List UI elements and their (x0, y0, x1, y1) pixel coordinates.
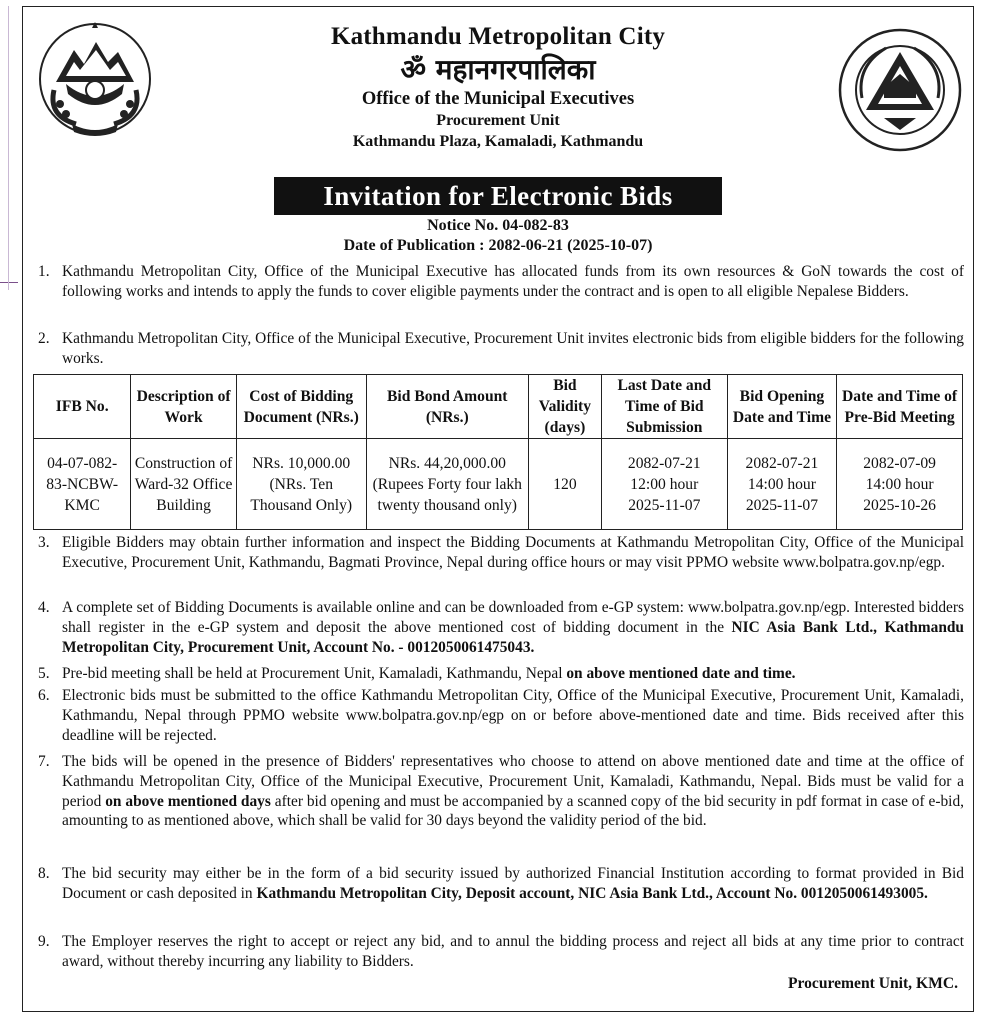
date-ad: 2025-11-07 (628, 496, 701, 514)
table-row (34, 439, 963, 530)
time: 12:00 hour (630, 475, 699, 493)
column-header: Cost of Bidding Document (NRs.) (236, 375, 366, 439)
validity-cell: 120 (528, 439, 601, 530)
government-emblem-icon (36, 20, 154, 138)
publication-date: Date of Publication : 2082-06-21 (2025-10-07) (343, 237, 653, 254)
signature-line: Procurement Unit, KMC. (787, 975, 958, 992)
notice-number: Notice No. 04-082-83 (427, 217, 569, 234)
clause-text: Kathmandu Metropolitan City, Office of the Municipal Executive has allocated funds from its own resources & GoN towards the cost of following works and intends to apply the funds to cover eligible payments under the contract and is open to all eligible Nepalese Bidders. (62, 263, 964, 300)
bank-account-details: NIC Asia Bank Ltd., Kathmandu Metropolitan City, Procurement Unit, Account No. - 0012050061475043. (62, 618, 964, 656)
clause-text-emphasis: on above mentioned days (105, 792, 271, 810)
time: 14:00 hour (747, 475, 816, 493)
bond-in-words: (Rupees Forty four lakh twenty thousand only) (372, 475, 522, 514)
cost-amount: NRs. 10,000.00 (252, 454, 351, 472)
clause-number: 7. (38, 753, 50, 770)
table-header-row (34, 375, 963, 439)
clause-text: Electronic bids must be submitted to the office Kathmandu Metropolitan City, Office of the Municipal Executive, Procurement Unit, Kamaladi, Kathmandu, Nepal through PPMO website www.bolpatra.gov.np/egp on or before above-mentioned date and time. Bids received after this deadline will be rejected. (62, 687, 964, 744)
clause-number: 3. (38, 534, 50, 551)
clause-text-plain: The bids will be opened in the presence of Bidders' representatives who choose to attend on above mentioned date and time at the office of Kathmandu Metropolitan City, Office of the Municipal Executive, Procurement Unit, Kamaladi, Kathmandu, Nepal. Bids must be valid for a period (62, 753, 964, 810)
clause-text: Eligible Bidders may obtain further information and inspect the Bidding Documents at Kathmandu Metropolitan City, Office of the Municipal Executive, Procurement Unit, Kathmandu, Bagmati Province, Nepal during office hours or may visit PPMO website www.bolpatra.gov.np/egp. (62, 534, 964, 571)
kmc-seal-icon (836, 26, 964, 154)
margin-line (8, 6, 9, 290)
clause-2 (38, 329, 964, 369)
column-header: Bid Opening Date and Time (727, 375, 837, 439)
time: 14:00 hour (865, 475, 934, 493)
clause-number: 6. (38, 687, 50, 704)
date-bs: 2082-07-21 (627, 454, 701, 472)
clause-number: 8. (38, 865, 50, 882)
clause-text: Kathmandu Metropolitan City, Office of the Municipal Executive, Procurement Unit invites electronic bids from eligible bidders for the following works. (62, 330, 964, 367)
clause-text (62, 598, 964, 657)
cost-in-words: (NRs. Ten Thousand Only) (250, 475, 353, 514)
clause-5 (38, 664, 964, 684)
clause-number: 9. (38, 933, 50, 950)
clause-3 (38, 533, 964, 573)
clause-text (62, 664, 964, 684)
clause-text-plain: after bid opening and must be accompanied by a scanned copy of the bid security in pdf format in case of e-bid, amounting to as mentioned above, which shall be valid for 30 days beyond the validity period of the bid. (62, 792, 964, 830)
date-ad: 2025-11-07 (745, 496, 819, 514)
prebid-meeting-cell (837, 439, 963, 530)
organization-title: Kathmandu Metropolitan City (330, 23, 666, 50)
date-bs: 2082-07-09 (863, 454, 936, 472)
column-header: Description of Work (131, 375, 236, 439)
column-header: Bid Bond Amount (NRs.) (366, 375, 528, 439)
margin-mark (0, 282, 18, 283)
clause-text (62, 864, 964, 904)
clause-6 (38, 686, 964, 745)
notice-banner: Invitation for Electronic Bids (274, 177, 722, 215)
notice-meta (190, 216, 806, 256)
unit-name: Procurement Unit (436, 112, 560, 129)
date-bs: 2082-07-21 (745, 454, 819, 472)
organization-title-nepali: ॐ महानगरपालिका (400, 53, 596, 86)
clause-text: The Employer reserves the right to accept or reject any bid, and to annul the bidding process and reject all bids at any time prior to contract award, without thereby incurring any liability to Bidders. (62, 933, 964, 970)
deposit-account-details: Kathmandu Metropolitan City, Deposit account, NIC Asia Bank Ltd., Account No. 0012050061493005. (256, 884, 928, 902)
column-header: Last Date and Time of Bid Submission (601, 375, 727, 439)
clause-7 (38, 752, 964, 831)
office-address: Kathmandu Plaza, Kamaladi, Kathmandu (352, 133, 644, 150)
document-cost-cell (236, 439, 366, 530)
submission-deadline-cell (601, 439, 727, 530)
clause-number: 4. (38, 599, 50, 616)
clause-8 (38, 864, 964, 904)
clause-text-plain: The bid security may either be in the form of a bid security issued by authorized Financial Institution according to format provided in Bid Document or cash deposited in (62, 865, 964, 902)
date-ad: 2025-10-26 (863, 496, 936, 514)
clause-text-plain: A complete set of Bidding Documents is available online and can be downloaded from e-GP system: www.bolpatra.gov.np/egp. Interested bidders shall register in the e-GP system and deposit the above mentioned cost of bidding document in the (62, 599, 964, 636)
column-header: Date and Time of Pre-Bid Meeting (837, 375, 963, 439)
clause-4 (38, 598, 964, 657)
column-header: IFB No. (34, 375, 131, 439)
clause-9 (38, 932, 964, 972)
bid-opening-cell (727, 439, 837, 530)
clause-text (62, 752, 964, 831)
office-name: Office of the Municipal Executives (361, 89, 635, 109)
bid-bond-cell (366, 439, 528, 530)
letterhead (190, 22, 806, 152)
clause-number: 5. (38, 665, 50, 682)
clause-1 (38, 262, 964, 302)
clause-text-emphasis: on above mentioned date and time. (566, 665, 796, 682)
work-description-cell: Construction of Ward-32 Office Building (131, 439, 236, 530)
ifb-number-cell: 04-07-082-83-NCBW-KMC (34, 439, 131, 530)
clause-text-plain: Pre-bid meeting shall be held at Procurement Unit, Kamaladi, Kathmandu, Nepal (62, 665, 567, 682)
clause-number: 1. (38, 263, 50, 280)
clause-number: 2. (38, 330, 50, 347)
column-header: Bid Validity (days) (528, 375, 601, 439)
bids-table (33, 374, 963, 530)
bond-amount: NRs. 44,20,000.00 (388, 454, 506, 472)
